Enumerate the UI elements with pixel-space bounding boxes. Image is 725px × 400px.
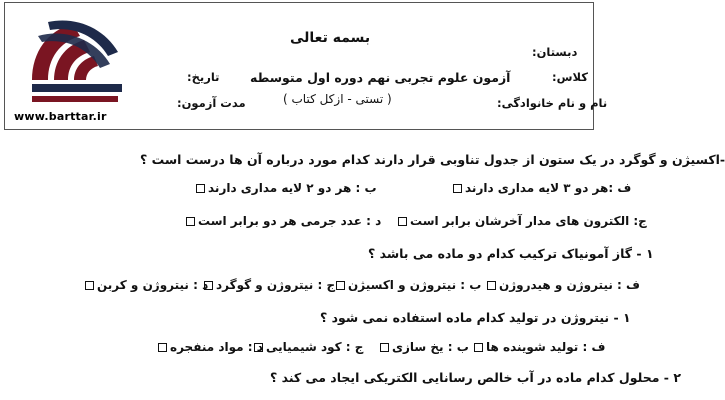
option-label: ب : هر دو ۲ لایه مداری دارند — [208, 181, 377, 195]
question-4-text: ۲ - محلول کدام ماده در آب خالص رسانایی الکتریکی ایجاد می کند ؟ — [270, 370, 681, 385]
option-label: ج : کود شیمیایی — [266, 340, 364, 354]
question-1-option-d[interactable] — [186, 214, 381, 228]
checkbox-icon[interactable] — [453, 184, 462, 193]
question-2-option-c[interactable] — [204, 278, 335, 292]
option-label: ف : نیتروژن و هیدروژن — [499, 278, 640, 292]
option-label: ف : تولید شوینده ها — [486, 340, 606, 354]
option-label: ج : نیتروژن و گوگرد — [216, 278, 336, 292]
question-3-option-b[interactable] — [380, 340, 469, 354]
logo-url: www.barttar.ir — [14, 110, 107, 123]
question-2-option-d[interactable] — [85, 278, 208, 292]
question-1-option-c[interactable] — [398, 214, 647, 228]
checkbox-icon[interactable] — [196, 184, 205, 193]
option-label: ب : نیتروژن و اکسیژن — [348, 278, 482, 292]
option-label: ب : یخ سازی — [392, 340, 469, 354]
exam-subtitle: ( تستی - ازکل کتاب ) — [283, 92, 392, 106]
checkbox-icon[interactable] — [158, 343, 167, 352]
duration-label: مدت آزمون: — [177, 96, 246, 110]
question-2-option-b[interactable] — [336, 278, 481, 292]
exam-title: آزمون علوم تجربی نهم دوره اول متوسطه — [250, 70, 511, 85]
question-3-option-c[interactable] — [254, 340, 363, 354]
option-label: د : مواد منفجره — [170, 340, 263, 354]
question-3-option-a[interactable] — [474, 340, 605, 354]
question-1-option-a[interactable] — [453, 181, 631, 195]
question-2-text: ۱ - گاز آمونیاک ترکیب کدام دو ماده می باشد ؟ — [368, 246, 654, 261]
checkbox-icon[interactable] — [186, 217, 195, 226]
option-label: د : عدد جرمی هر دو برابر است — [198, 214, 382, 228]
checkbox-icon[interactable] — [380, 343, 389, 352]
school-label: دبستان: — [532, 45, 578, 59]
name-label: نام و نام خانوادگی: — [497, 96, 608, 110]
question-3-text: ۱ - نیتروژن در تولید کدام ماده استفاده نمی شود ؟ — [320, 310, 631, 325]
bismillah-heading: بسمه تعالی — [290, 30, 371, 46]
question-3-option-d[interactable] — [158, 340, 263, 354]
barttar-logo-icon — [18, 18, 128, 108]
date-label: تاریخ: — [187, 70, 220, 84]
question-1-text: -اکسیژن و گوگرد در یک ستون از جدول تناوبی قرار دارند کدام مورد درباره آن ها درست است ؟ — [140, 152, 725, 167]
option-label: ج: الکترون های مدار آخرشان برابر است — [410, 214, 647, 228]
logo — [6, 18, 136, 126]
checkbox-icon[interactable] — [487, 281, 496, 290]
checkbox-icon[interactable] — [398, 217, 407, 226]
checkbox-icon[interactable] — [336, 281, 345, 290]
question-2-option-a[interactable] — [487, 278, 640, 292]
option-label: ف :هر دو ۳ لایه مداری دارند — [465, 181, 632, 195]
checkbox-icon[interactable] — [85, 281, 94, 290]
option-label: د : نیتروژن و کربن — [97, 278, 209, 292]
question-1-option-b[interactable] — [196, 181, 377, 195]
checkbox-icon[interactable] — [474, 343, 483, 352]
class-label: کلاس: — [552, 70, 588, 84]
